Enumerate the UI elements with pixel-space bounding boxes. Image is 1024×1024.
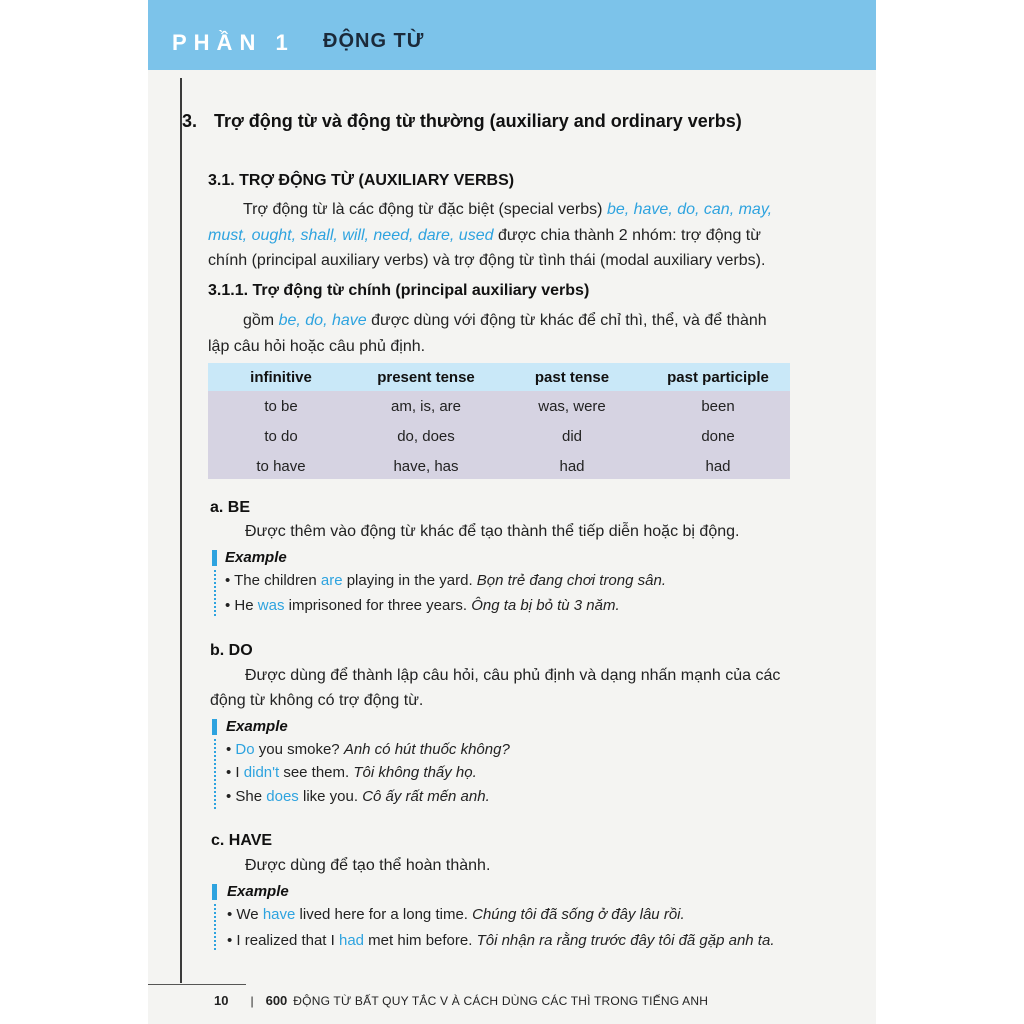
example-guide bbox=[214, 904, 216, 950]
example-line bbox=[225, 572, 666, 589]
table-cell: been bbox=[701, 398, 735, 415]
table-header-cell: present tense bbox=[377, 369, 475, 386]
translation-span: Anh có hút thuốc không? bbox=[343, 741, 510, 758]
text-span: • bbox=[226, 741, 236, 758]
verb-table bbox=[208, 363, 790, 479]
table-header-cell: past participle bbox=[667, 369, 769, 386]
highlight-span: Do bbox=[235, 741, 255, 758]
text-span: • She bbox=[226, 788, 267, 805]
have-title: c. HAVE bbox=[211, 832, 273, 849]
page-footer bbox=[214, 993, 708, 1008]
text-span: imprisoned for three years. bbox=[284, 597, 472, 614]
highlight-span: had bbox=[338, 932, 365, 949]
example-line bbox=[226, 764, 477, 781]
text-span: được chia thành 2 nhóm: trợ động từ bbox=[493, 227, 761, 244]
table-header-cell: infinitive bbox=[250, 369, 312, 386]
text-span: met him before. bbox=[364, 932, 477, 949]
text-span: được dùng với động từ khác để chỉ thì, thể, và để thành bbox=[366, 312, 767, 329]
table-cell: was, were bbox=[538, 398, 606, 415]
highlight-span: didn't bbox=[243, 764, 280, 781]
footer-separator: | bbox=[250, 994, 254, 1008]
paragraph-line bbox=[243, 312, 767, 330]
paragraph-line bbox=[208, 227, 761, 245]
do-description: động từ không có trợ động từ. bbox=[210, 692, 424, 709]
text-span: • I bbox=[226, 764, 244, 781]
text-span: • He bbox=[225, 597, 258, 614]
text-span: you smoke? bbox=[254, 741, 344, 758]
text-span: like you. bbox=[298, 788, 363, 805]
do-description: Được dùng để thành lập câu hỏi, câu phủ định và dạng nhấn mạnh của các bbox=[245, 667, 781, 684]
paragraph-line bbox=[243, 201, 772, 219]
example-line bbox=[226, 741, 510, 758]
example-marker bbox=[212, 719, 217, 735]
table-cell: had bbox=[705, 458, 731, 475]
text-span: playing in the yard. bbox=[342, 572, 477, 589]
paragraph-line: chính (principal auxiliary verbs) và trợ động từ tình thái (modal auxiliary verbs). bbox=[208, 252, 766, 269]
table-cell: am, is, are bbox=[390, 398, 462, 415]
table-cell: did bbox=[561, 428, 583, 445]
page-number: 10 bbox=[214, 993, 229, 1008]
translation-span: Tôi nhận ra rằng trước đây tôi đã gặp anh ta. bbox=[476, 932, 775, 949]
chapter-header bbox=[148, 0, 876, 70]
example-label: Example bbox=[226, 718, 288, 735]
table-cell: do, does bbox=[397, 428, 455, 445]
section-number: 3. bbox=[182, 111, 198, 131]
highlight-span: must, ought, shall, will, need, dare, used bbox=[208, 227, 494, 244]
be-title: a. BE bbox=[210, 499, 251, 516]
text-span: see them. bbox=[279, 764, 354, 781]
highlight-span: was bbox=[257, 597, 285, 614]
margin-rule bbox=[180, 78, 182, 983]
translation-span: Bọn trẻ đang chơi trong sân. bbox=[476, 572, 666, 589]
footer-rule bbox=[148, 984, 246, 985]
translation-span: Ông ta bị bỏ tù 3 năm. bbox=[471, 597, 620, 614]
highlight-span: are bbox=[320, 572, 343, 589]
be-description: Được thêm vào động từ khác để tạo thành thể tiếp diễn hoặc bị động. bbox=[245, 523, 740, 540]
translation-span: Tôi không thấy họ. bbox=[353, 764, 477, 781]
table-cell: to have bbox=[256, 458, 306, 475]
have-description: Được dùng để tạo thể hoàn thành. bbox=[245, 857, 491, 874]
text-span: • The children bbox=[225, 572, 321, 589]
example-line bbox=[226, 788, 490, 805]
translation-span: Chúng tôi đã sống ở đây lâu rồi. bbox=[472, 906, 685, 923]
section-title: Trợ động từ và động từ thường (auxiliary and ordinary verbs) bbox=[214, 111, 742, 131]
example-line bbox=[225, 597, 620, 614]
text-span: lived here for a long time. bbox=[295, 906, 473, 923]
example-marker bbox=[212, 884, 217, 900]
table-cell: have, has bbox=[393, 458, 459, 475]
example-guide bbox=[214, 570, 216, 616]
table-cell: had bbox=[559, 458, 585, 475]
part-name: ĐỘNG TỪ bbox=[323, 30, 425, 52]
book-title: ĐỘNG TỪ BẤT QUY TẮC V À CÁCH DÙNG CÁC THÌ TRONG TIẾNG ANH bbox=[293, 994, 709, 1008]
example-label: Example bbox=[227, 883, 289, 900]
text-span: • I realized that I bbox=[227, 932, 339, 949]
text-span: gồm bbox=[243, 312, 279, 329]
book-number: 600 bbox=[265, 993, 288, 1008]
table-cell: to be bbox=[264, 398, 298, 415]
example-line bbox=[227, 906, 685, 923]
example-guide bbox=[214, 739, 216, 809]
subsection-3-1-1-title: 3.1.1. Trợ động từ chính (principal auxiliary verbs) bbox=[208, 282, 590, 299]
highlight-span: be, do, have bbox=[278, 312, 367, 329]
table-cell: to do bbox=[264, 428, 298, 445]
part-label: PHẦN 1 bbox=[172, 30, 295, 55]
do-title: b. DO bbox=[210, 642, 253, 659]
example-line bbox=[227, 932, 774, 949]
subsection-3-1-title: 3.1. TRỢ ĐỘNG TỪ (AUXILIARY VERBS) bbox=[208, 172, 515, 189]
table-cell: done bbox=[701, 428, 735, 445]
text-span: • We bbox=[227, 906, 263, 923]
highlight-span: have bbox=[262, 906, 296, 923]
example-marker bbox=[212, 550, 217, 566]
paragraph-line: lập câu hỏi hoặc câu phủ định. bbox=[208, 338, 426, 355]
table-header-cell: past tense bbox=[534, 369, 610, 386]
highlight-span: be, have, do, can, may, bbox=[606, 201, 773, 218]
translation-span: Cô ấy rất mến anh. bbox=[362, 788, 490, 805]
highlight-span: does bbox=[266, 788, 299, 805]
example-label: Example bbox=[225, 549, 287, 566]
text-span: Trợ động từ là các động từ đặc biệt (special verbs) bbox=[243, 201, 607, 218]
